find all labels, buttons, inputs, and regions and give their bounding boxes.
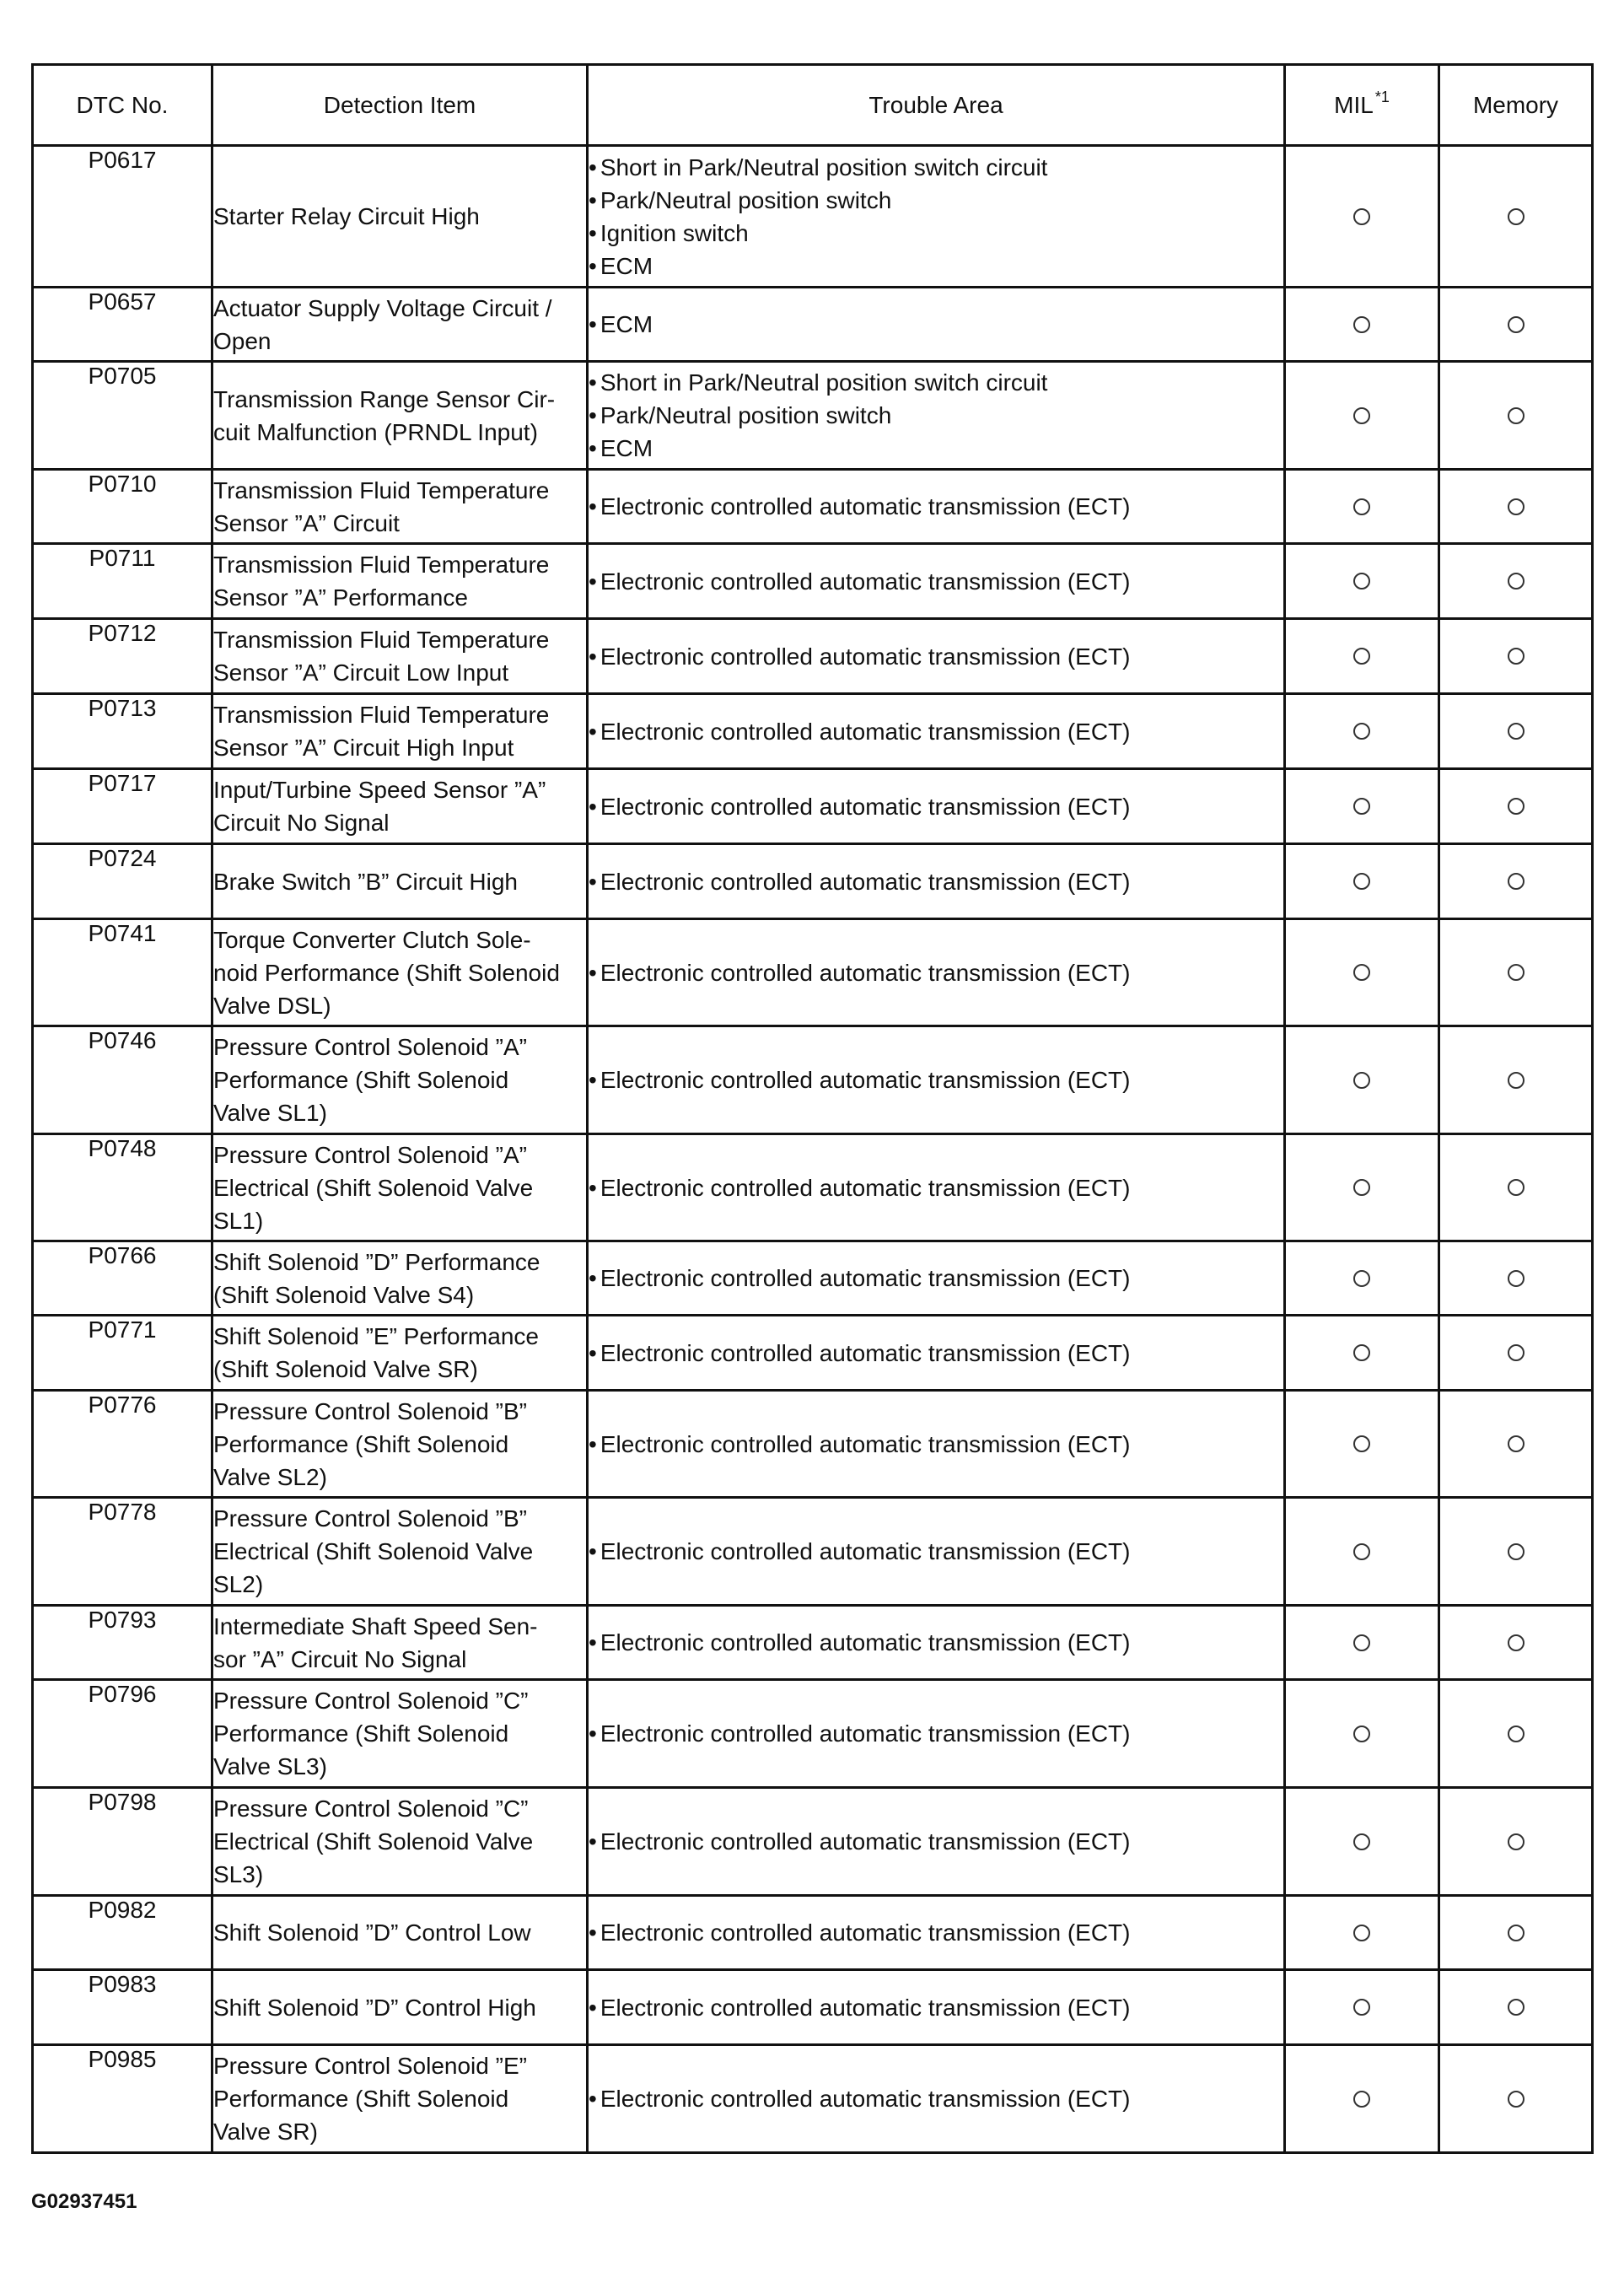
detection-item-line: Shift Solenoid ”D” Control High	[213, 1994, 536, 2021]
detection-item	[212, 619, 588, 694]
trouble-area-bullet: • Electronic controlled automatic transmission (ECT)	[589, 1717, 1283, 1750]
trouble-area	[588, 470, 1285, 544]
memory-cell	[1439, 694, 1593, 769]
header-dtc-no: DTC No.	[33, 65, 212, 146]
detection-item-line: Valve DSL)	[213, 992, 331, 1019]
detection-item-line: Valve SR)	[213, 2119, 318, 2145]
trouble-area	[588, 1680, 1285, 1788]
memory-cell	[1439, 146, 1593, 288]
table-row	[33, 1606, 1593, 1680]
dtc-code: P0712	[33, 619, 212, 694]
trouble-area-bullet: • ECM	[589, 308, 1283, 341]
detection-item-line: Valve SL3)	[213, 1753, 327, 1779]
memory-cell	[1439, 1026, 1593, 1134]
trouble-area-bullet: • Electronic controlled automatic transmission (ECT)	[589, 1337, 1283, 1370]
mil-cell	[1285, 2045, 1439, 2153]
trouble-area-bullet: • Electronic controlled automatic transmission (ECT)	[589, 1428, 1283, 1461]
trouble-area-bullet: • Electronic controlled automatic transmission (ECT)	[589, 1916, 1283, 1949]
detection-item-line: Pressure Control Solenoid ”C”	[213, 1796, 529, 1822]
mil-cell	[1285, 619, 1439, 694]
mil-cell	[1285, 1026, 1439, 1134]
mil-circle-icon	[1353, 1435, 1370, 1452]
mil-circle-icon	[1353, 1634, 1370, 1651]
trouble-area-bullet: • ECM	[589, 250, 1283, 283]
dtc-code: P0793	[33, 1606, 212, 1680]
mil-cell	[1285, 288, 1439, 362]
memory-circle-icon	[1508, 1435, 1525, 1452]
trouble-area	[588, 1241, 1285, 1316]
memory-circle-icon	[1508, 1833, 1525, 1850]
memory-circle-icon	[1508, 964, 1525, 981]
trouble-area	[588, 769, 1285, 844]
detection-item-line: Performance (Shift Solenoid	[213, 1720, 509, 1747]
dtc-code: P0710	[33, 470, 212, 544]
memory-circle-icon	[1508, 2091, 1525, 2108]
trouble-area-bullet: • Electronic controlled automatic transmission (ECT)	[589, 640, 1283, 673]
trouble-area-bullet: • Electronic controlled automatic transmission (ECT)	[589, 2082, 1283, 2115]
detection-item-line: Transmission Fluid Temperature	[213, 702, 550, 728]
trouble-area-bullet: • Ignition switch	[589, 217, 1283, 250]
memory-circle-icon	[1508, 407, 1525, 424]
memory-cell	[1439, 844, 1593, 919]
header-mil-label: MIL	[1334, 91, 1374, 118]
mil-cell	[1285, 1896, 1439, 1970]
table-row	[33, 844, 1593, 919]
memory-circle-icon	[1508, 873, 1525, 890]
detection-item	[212, 694, 588, 769]
trouble-area	[588, 619, 1285, 694]
detection-item-line: noid Performance (Shift Solenoid	[213, 959, 560, 986]
table-row	[33, 1680, 1593, 1788]
detection-item	[212, 1896, 588, 1970]
dtc-code: P0724	[33, 844, 212, 919]
header-detection-item: Detection Item	[212, 65, 588, 146]
detection-item	[212, 919, 588, 1026]
dtc-code: P0746	[33, 1026, 212, 1134]
memory-circle-icon	[1508, 1179, 1525, 1196]
memory-cell	[1439, 769, 1593, 844]
detection-item	[212, 1026, 588, 1134]
detection-item-line: cuit Malfunction (PRNDL Input)	[213, 418, 538, 445]
detection-item-line: Valve SL1)	[213, 1100, 327, 1126]
detection-item	[212, 1391, 588, 1498]
mil-circle-icon	[1353, 498, 1370, 515]
trouble-area	[588, 1788, 1285, 1896]
mil-circle-icon	[1353, 1179, 1370, 1196]
detection-item-line: Intermediate Shaft Speed Sen-	[213, 1612, 538, 1639]
table-row	[33, 362, 1593, 470]
memory-circle-icon	[1508, 1543, 1525, 1560]
trouble-area	[588, 1026, 1285, 1134]
memory-cell	[1439, 288, 1593, 362]
memory-cell	[1439, 1134, 1593, 1241]
memory-cell	[1439, 1316, 1593, 1391]
mil-cell	[1285, 1680, 1439, 1788]
detection-item	[212, 1316, 588, 1391]
memory-circle-icon	[1508, 648, 1525, 665]
mil-circle-icon	[1353, 1072, 1370, 1089]
header-mil-footnote: *1	[1374, 88, 1390, 105]
memory-circle-icon	[1508, 798, 1525, 815]
dtc-code: P0617	[33, 146, 212, 288]
detection-item-line: Transmission Fluid Temperature	[213, 476, 550, 503]
mil-cell	[1285, 769, 1439, 844]
mil-cell	[1285, 1970, 1439, 2045]
detection-item-line: SL3)	[213, 1861, 264, 1887]
dtc-code: P0985	[33, 2045, 212, 2153]
mil-circle-icon	[1353, 964, 1370, 981]
detection-item	[212, 1788, 588, 1896]
dtc-code: P0741	[33, 919, 212, 1026]
table-row	[33, 1026, 1593, 1134]
trouble-area	[588, 1970, 1285, 2045]
trouble-area-bullet: • Electronic controlled automatic transmission (ECT)	[589, 1825, 1283, 1858]
mil-circle-icon	[1353, 573, 1370, 590]
memory-circle-icon	[1508, 1634, 1525, 1651]
table-row	[33, 146, 1593, 288]
detection-item-line: Transmission Range Sensor Cir-	[213, 385, 556, 412]
table-row	[33, 1788, 1593, 1896]
detection-item-line: Pressure Control Solenoid ”B”	[213, 1505, 527, 1532]
trouble-area-bullet: • Electronic controlled automatic transmission (ECT)	[589, 1991, 1283, 2024]
memory-cell	[1439, 2045, 1593, 2153]
dtc-code: P0771	[33, 1316, 212, 1391]
mil-circle-icon	[1353, 648, 1370, 665]
detection-item-line: Pressure Control Solenoid ”E”	[213, 2053, 527, 2079]
trouble-area	[588, 146, 1285, 288]
detection-item-line: Transmission Fluid Temperature	[213, 627, 550, 653]
mil-cell	[1285, 470, 1439, 544]
mil-circle-icon	[1353, 1543, 1370, 1560]
detection-item-line: Sensor ”A” Circuit	[213, 509, 400, 536]
trouble-area-bullet: • Electronic controlled automatic transmission (ECT)	[589, 1262, 1283, 1295]
detection-item-line: Electrical (Shift Solenoid Valve	[213, 1174, 534, 1201]
detection-item-line: Shift Solenoid ”D” Control Low	[213, 1919, 531, 1946]
detection-item	[212, 1606, 588, 1680]
trouble-area	[588, 288, 1285, 362]
detection-item	[212, 288, 588, 362]
detection-item-line: Open	[213, 327, 272, 354]
memory-circle-icon	[1508, 208, 1525, 225]
mil-circle-icon	[1353, 1999, 1370, 2016]
trouble-area	[588, 919, 1285, 1026]
dtc-code: P0657	[33, 288, 212, 362]
memory-cell	[1439, 470, 1593, 544]
detection-item-line: Electrical (Shift Solenoid Valve	[213, 1538, 534, 1564]
trouble-area-bullet: • Electronic controlled automatic transmission (ECT)	[589, 865, 1283, 898]
trouble-area	[588, 544, 1285, 619]
dtc-code: P0982	[33, 1896, 212, 1970]
memory-cell	[1439, 1391, 1593, 1498]
dtc-code: P0776	[33, 1391, 212, 1498]
trouble-area	[588, 2045, 1285, 2153]
mil-circle-icon	[1353, 407, 1370, 424]
detection-item	[212, 1134, 588, 1241]
detection-item-line: (Shift Solenoid Valve SR)	[213, 1356, 478, 1382]
table-row	[33, 544, 1593, 619]
memory-circle-icon	[1508, 1925, 1525, 1941]
table-row	[33, 288, 1593, 362]
detection-item-line: Sensor ”A” Performance	[213, 584, 468, 611]
detection-item	[212, 1241, 588, 1316]
dtc-code: P0711	[33, 544, 212, 619]
detection-item-line: Pressure Control Solenoid ”B”	[213, 1397, 527, 1424]
detection-item	[212, 1680, 588, 1788]
mil-cell	[1285, 1498, 1439, 1606]
table-row	[33, 1316, 1593, 1391]
detection-item-line: Torque Converter Clutch Sole-	[213, 926, 531, 953]
detection-item-line: Actuator Supply Voltage Circuit /	[213, 294, 552, 321]
memory-cell	[1439, 544, 1593, 619]
trouble-area-bullet: • Electronic controlled automatic transmission (ECT)	[589, 1171, 1283, 1204]
memory-circle-icon	[1508, 316, 1525, 333]
figure-id: G02937451	[31, 2190, 137, 2213]
detection-item	[212, 1970, 588, 2045]
detection-item-line: Performance (Shift Solenoid	[213, 1430, 509, 1457]
memory-circle-icon	[1508, 723, 1525, 740]
mil-circle-icon	[1353, 1925, 1370, 1941]
detection-item	[212, 362, 588, 470]
detection-item-line: Pressure Control Solenoid ”A”	[213, 1141, 527, 1168]
mil-cell	[1285, 544, 1439, 619]
table-row	[33, 1241, 1593, 1316]
trouble-area	[588, 694, 1285, 769]
dtc-code: P0705	[33, 362, 212, 470]
mil-circle-icon	[1353, 208, 1370, 225]
memory-circle-icon	[1508, 498, 1525, 515]
memory-cell	[1439, 362, 1593, 470]
table-row	[33, 1896, 1593, 1970]
dtc-code: P0748	[33, 1134, 212, 1241]
table-row	[33, 694, 1593, 769]
mil-circle-icon	[1353, 316, 1370, 333]
dtc-code: P0798	[33, 1788, 212, 1896]
trouble-area	[588, 844, 1285, 919]
trouble-area-bullet: • Electronic controlled automatic transmission (ECT)	[589, 956, 1283, 989]
mil-cell	[1285, 1241, 1439, 1316]
mil-circle-icon	[1353, 798, 1370, 815]
mil-cell	[1285, 1606, 1439, 1680]
mil-circle-icon	[1353, 1726, 1370, 1742]
dtc-code: P0983	[33, 1970, 212, 2045]
detection-item	[212, 844, 588, 919]
trouble-area-bullet: • Electronic controlled automatic transmission (ECT)	[589, 565, 1283, 598]
detection-item-line: Performance (Shift Solenoid	[213, 1067, 509, 1093]
trouble-area	[588, 1896, 1285, 1970]
mil-cell	[1285, 694, 1439, 769]
memory-circle-icon	[1508, 1270, 1525, 1287]
detection-item-line: Brake Switch ”B” Circuit High	[213, 868, 518, 895]
dtc-code: P0778	[33, 1498, 212, 1606]
mil-cell	[1285, 1788, 1439, 1896]
memory-cell	[1439, 1680, 1593, 1788]
memory-cell	[1439, 1498, 1593, 1606]
memory-cell	[1439, 1788, 1593, 1896]
detection-item-line: Transmission Fluid Temperature	[213, 552, 550, 578]
mil-cell	[1285, 844, 1439, 919]
mil-cell	[1285, 919, 1439, 1026]
detection-item	[212, 769, 588, 844]
table-row	[33, 619, 1593, 694]
memory-circle-icon	[1508, 1999, 1525, 2016]
memory-cell	[1439, 1241, 1593, 1316]
memory-circle-icon	[1508, 1726, 1525, 1742]
memory-cell	[1439, 1606, 1593, 1680]
mil-circle-icon	[1353, 873, 1370, 890]
memory-cell	[1439, 919, 1593, 1026]
detection-item-line: Shift Solenoid ”E” Performance	[213, 1323, 539, 1349]
detection-item-line: Sensor ”A” Circuit Low Input	[213, 660, 509, 686]
detection-item-line: Performance (Shift Solenoid	[213, 2086, 509, 2112]
detection-item-line: Shift Solenoid ”D” Performance	[213, 1248, 540, 1275]
detection-item-line: Pressure Control Solenoid ”A”	[213, 1034, 527, 1060]
mil-cell	[1285, 362, 1439, 470]
memory-cell	[1439, 1970, 1593, 2045]
detection-item	[212, 146, 588, 288]
table-row	[33, 919, 1593, 1026]
memory-circle-icon	[1508, 1344, 1525, 1361]
detection-item-line: Pressure Control Solenoid ”C”	[213, 1688, 529, 1714]
detection-item-line: sor ”A” Circuit No Signal	[213, 1645, 467, 1672]
trouble-area-bullet: • ECM	[589, 432, 1283, 465]
memory-circle-icon	[1508, 1072, 1525, 1089]
detection-item-line: SL1)	[213, 1207, 264, 1234]
memory-cell	[1439, 619, 1593, 694]
trouble-area-bullet: • Electronic controlled automatic transmission (ECT)	[589, 490, 1283, 523]
memory-cell	[1439, 1896, 1593, 1970]
detection-item-line: (Shift Solenoid Valve S4)	[213, 1281, 475, 1308]
detection-item-line: Sensor ”A” Circuit High Input	[213, 735, 514, 761]
mil-circle-icon	[1353, 1833, 1370, 1850]
header-mil	[1285, 65, 1439, 146]
mil-circle-icon	[1353, 1344, 1370, 1361]
detection-item-line: Electrical (Shift Solenoid Valve	[213, 1828, 534, 1855]
table-row	[33, 769, 1593, 844]
mil-circle-icon	[1353, 2091, 1370, 2108]
mil-cell	[1285, 1316, 1439, 1391]
mil-cell	[1285, 1391, 1439, 1498]
trouble-area	[588, 1606, 1285, 1680]
table-row	[33, 1391, 1593, 1498]
trouble-area-bullet: • Electronic controlled automatic transmission (ECT)	[589, 1626, 1283, 1659]
detection-item	[212, 2045, 588, 2153]
dtc-code: P0717	[33, 769, 212, 844]
detection-item	[212, 470, 588, 544]
trouble-area	[588, 362, 1285, 470]
dtc-code: P0713	[33, 694, 212, 769]
detection-item-line: Starter Relay Circuit High	[213, 203, 480, 229]
trouble-area	[588, 1134, 1285, 1241]
trouble-area	[588, 1391, 1285, 1498]
trouble-area	[588, 1316, 1285, 1391]
dtc-code: P0796	[33, 1680, 212, 1788]
detection-item	[212, 1498, 588, 1606]
detection-item-line: Circuit No Signal	[213, 810, 390, 836]
table-row	[33, 2045, 1593, 2153]
table-row	[33, 1134, 1593, 1241]
trouble-area-bullet: • Electronic controlled automatic transmission (ECT)	[589, 1535, 1283, 1568]
header-trouble-area: Trouble Area	[588, 65, 1285, 146]
memory-circle-icon	[1508, 573, 1525, 590]
mil-cell	[1285, 1134, 1439, 1241]
table-row	[33, 470, 1593, 544]
dtc-code: P0766	[33, 1241, 212, 1316]
trouble-area-bullet: • Short in Park/Neutral position switch circuit	[589, 366, 1283, 399]
detection-item-line: SL2)	[213, 1571, 264, 1597]
header-row	[33, 65, 1593, 146]
detection-item-line: Valve SL2)	[213, 1463, 327, 1490]
dtc-table	[31, 63, 1594, 2154]
header-memory: Memory	[1439, 65, 1593, 146]
trouble-area-bullet: • Short in Park/Neutral position switch circuit	[589, 151, 1283, 184]
table-row	[33, 1498, 1593, 1606]
trouble-area-bullet: • Park/Neutral position switch	[589, 399, 1283, 432]
mil-circle-icon	[1353, 1270, 1370, 1287]
table-row	[33, 1970, 1593, 2045]
trouble-area-bullet: • Electronic controlled automatic transmission (ECT)	[589, 790, 1283, 823]
mil-circle-icon	[1353, 723, 1370, 740]
trouble-area-bullet: • Electronic controlled automatic transmission (ECT)	[589, 715, 1283, 748]
mil-cell	[1285, 146, 1439, 288]
trouble-area-bullet: • Park/Neutral position switch	[589, 184, 1283, 217]
detection-item	[212, 544, 588, 619]
trouble-area	[588, 1498, 1285, 1606]
detection-item-line: Input/Turbine Speed Sensor ”A”	[213, 777, 546, 803]
trouble-area-bullet: • Electronic controlled automatic transmission (ECT)	[589, 1063, 1283, 1096]
